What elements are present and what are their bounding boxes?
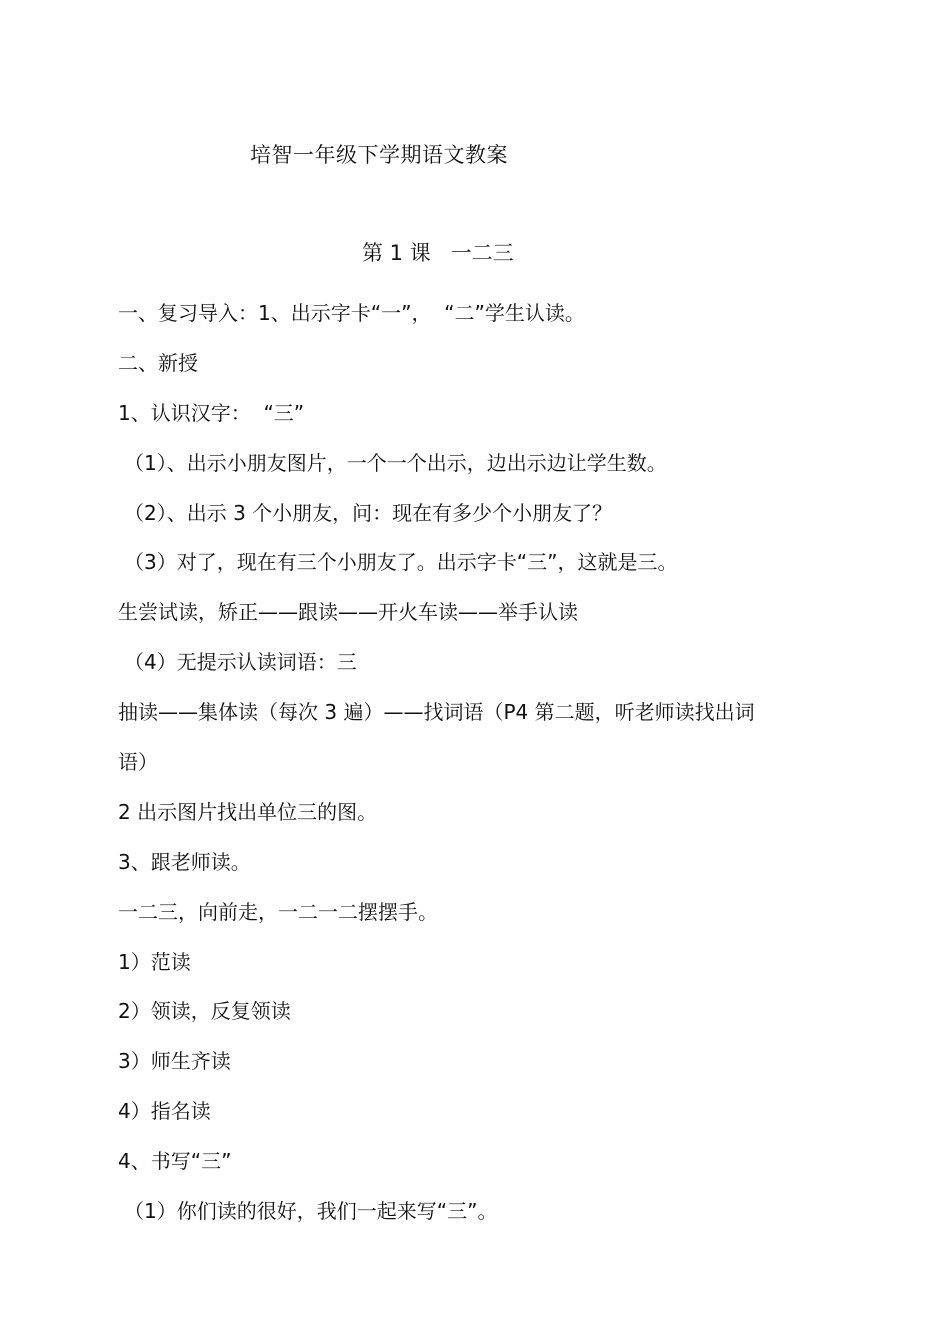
text-line-writing-step-1: （1）你们读的很好，我们一起来写“三”。	[124, 1199, 498, 1224]
text-line-model-reading: 1）范读	[118, 949, 191, 974]
text-line-chant: 一二三，向前走，一二一二摆摆手。	[118, 899, 438, 924]
text-line-step-4: （4）无提示认读词语：三	[124, 650, 357, 675]
text-line-lead-reading: 2）领读，反复领读	[118, 999, 291, 1024]
text-line-reading-sequence-end: 语）	[118, 750, 158, 775]
text-line-reading-sequence: 抽读——集体读（每次 3 遍）——找词语（P4 第二题，听老师读找出词	[118, 700, 755, 725]
text-line-recognize-character: 1、认识汉字： “三”	[118, 400, 305, 425]
text-line-group-reading: 3）师生齐读	[118, 1049, 231, 1074]
text-line-step-3: （3）对了，现在有三个小朋友了。出示字卡“三”，这就是三。	[124, 550, 678, 575]
text-line-student-reading: 生尝试读，矫正——跟读——开火车读——举手认读	[118, 600, 578, 625]
text-line-find-picture: 2 出示图片找出单位三的图。	[118, 799, 378, 824]
text-line-review-intro: 一、复习导入：1、出示字卡“一”， “二”学生认读。	[118, 301, 585, 325]
text-line-named-reading: 4）指名读	[118, 1099, 211, 1124]
text-line-step-1: （1）、出示小朋友图片，一个一个出示，边出示边让学生数。	[124, 450, 667, 475]
text-line-writing: 4、书写“三”	[118, 1149, 232, 1174]
document-title: 培智一年级下学期语文教案	[250, 143, 508, 167]
lesson-title: 第 1 课 一二三	[362, 241, 514, 265]
lesson-content	[118, 289, 838, 1237]
text-line-follow-teacher: 3、跟老师读。	[118, 849, 251, 874]
text-line-new-lesson: 二、新授	[118, 350, 198, 375]
text-line-step-2: （2）、出示 3 个小朋友，问：现在有多少个小朋友了？	[124, 500, 613, 525]
